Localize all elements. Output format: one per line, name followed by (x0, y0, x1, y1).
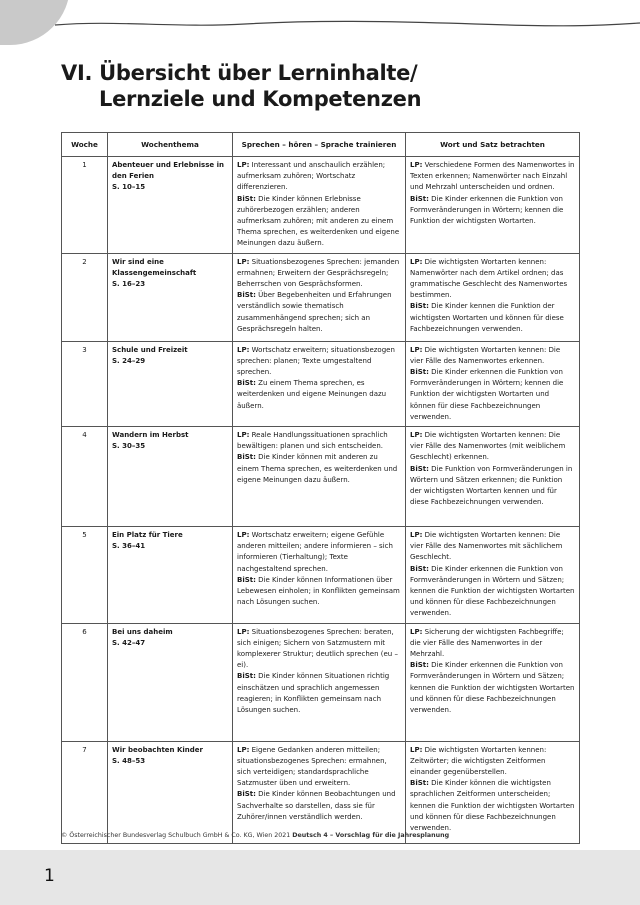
bist-text: Die Kinder können die wichtigsten sprachlichen Zeitformen unterscheiden; kennen die Funktion der wichtigsten Wortarten und können für diese Fachbezeichnungen verwenden. (410, 779, 575, 833)
table-row (62, 741, 580, 843)
page-title-line2: Lernziele und Kompetenzen (99, 87, 422, 111)
lp-label: LP: (237, 745, 250, 754)
page-title-line1: VI. Übersicht über Lerninhalte/ (61, 61, 418, 85)
word-sentence-cell (406, 253, 580, 341)
page-number: 1 (44, 866, 55, 886)
lp-text: Interessant und anschaulich erzählen; aufmerksam zuhören; Wortschatz differenzieren. (237, 161, 386, 192)
curriculum-table (61, 132, 580, 844)
bist-label: BiSt: (410, 368, 429, 377)
bist-label: BiSt: (410, 564, 429, 573)
week-cell (62, 341, 108, 426)
header-word-sentence: Wort und Satz betrachten (406, 133, 580, 157)
lp-text: Reale Handlungssituationen sprachlich bewältigen: planen und sich entscheiden. (237, 431, 388, 451)
word-sentence-cell (406, 341, 580, 426)
lp-text: Wortschatz erweitern; situationsbezogen sprechen: planen; Texte umgestaltend sprechen. (237, 345, 395, 377)
week-number: 6 (82, 627, 87, 636)
table-row (62, 623, 580, 741)
lp-label: LP: (410, 345, 423, 354)
week-cell (62, 427, 108, 527)
speaking-cell (233, 157, 406, 254)
theme-cell (108, 741, 233, 843)
bist-label: BiSt: (410, 779, 429, 788)
theme-pages: S. 42–47 (112, 638, 146, 647)
table-header-row (62, 133, 580, 157)
lp-label: LP: (237, 257, 250, 266)
theme-pages: S. 30–35 (112, 442, 146, 451)
lp-label: LP: (237, 345, 250, 354)
theme-title: Wandern im Herbst (112, 431, 189, 440)
theme-cell (108, 427, 233, 527)
week-number: 1 (82, 161, 87, 169)
bist-text: Über Begebenheiten und Erfahrungen verständlich sowie thematisch zusammenhängend sprechen; sich an Gesprächsregeln halten. (237, 291, 392, 333)
speaking-cell (233, 527, 406, 624)
lp-text: Die wichtigsten Wortarten kennen: Zeitwörter; die wichtigsten Zeitformen einander gegenüberstellen. (410, 745, 547, 777)
lp-label: LP: (410, 531, 423, 540)
theme-title: Abenteuer und Erlebnisse in den Ferien (112, 161, 224, 181)
week-cell (62, 741, 108, 843)
bist-text: Die Kinder erkennen die Funktion von Formveränderungen in Wörtern; kennen die Funktion der wichtigsten Wortarten und können für diese Fachbezeichnungen verwenden. (410, 368, 564, 421)
lp-text: Sicherung der wichtigsten Fachbegriffe; die vier Fälle des Namenwortes in der Mehrzahl. (410, 627, 564, 659)
bist-text: Die Kinder können mit anderen zu einem Thema sprechen, es weiterdenken und eigene Meinungen dazu äußern. (237, 453, 398, 484)
bottom-band (0, 850, 640, 905)
word-sentence-cell (406, 427, 580, 527)
theme-pages: S. 24–29 (112, 356, 146, 365)
theme-pages: S. 36–41 (112, 542, 146, 551)
week-cell (62, 527, 108, 624)
footer-copyright: © Österreichischer Bundesverlag Schulbuch GmbH & Co. KG, Wien 2021 (61, 832, 291, 839)
theme-title: Ein Platz für Tiere (112, 531, 183, 540)
lp-label: LP: (410, 627, 423, 636)
word-sentence-cell (406, 157, 580, 254)
lp-label: LP: (237, 627, 250, 636)
table-row (62, 427, 580, 527)
theme-cell (108, 253, 233, 341)
bist-label: BiSt: (237, 672, 256, 681)
lp-text: Verschiedene Formen des Namenwortes in Texten erkennen; Namenwörter nach Einzahl und Mehrzahl unterscheiden und ordnen. (410, 161, 575, 192)
theme-title: Wir beobachten Kinder (112, 745, 203, 754)
lp-text: Wortschatz erweitern; eigene Gefühle anderen mitteilen; andere informieren – sich informieren (Tierhaltung); Texte nachgestaltend sprechen. (237, 531, 393, 573)
theme-cell (108, 623, 233, 741)
lp-text: Die wichtigsten Wortarten kennen: Namenwörter nach dem Artikel ordnen; das grammatische Geschlecht des Namenwortes bestimmen. (410, 257, 568, 300)
speaking-cell (233, 741, 406, 843)
lp-text: Die wichtigsten Wortarten kennen: Die vier Fälle des Namenwortes erkennen. (410, 345, 561, 365)
bist-label: BiSt: (237, 291, 256, 300)
theme-cell (108, 341, 233, 426)
bist-text: Die Kinder können Erlebnisse zuhörerbezogen erzählen; anderen aufmerksam zuhören; mit anderen zu einem Thema sprechen, es weiterdenken und eigene Meinungen dazu äußern. (237, 194, 400, 248)
word-sentence-cell (406, 527, 580, 624)
bist-text: Die Kinder erkennen die Funktion von Formveränderungen in Wörtern und Sätzen; kennen die Funktion der wichtigsten Wortarten und können für diese Fachbezeichnungen verwenden. (410, 661, 575, 715)
theme-pages: S. 16–23 (112, 280, 146, 289)
bist-label: BiSt: (237, 575, 256, 584)
lp-label: LP: (410, 257, 423, 266)
bist-label: BiSt: (237, 194, 256, 203)
lp-text: Die wichtigsten Wortarten kennen: Die vier Fälle des Namenwortes (mit weiblichem Geschlecht) erkennen. (410, 431, 566, 462)
week-number: 2 (82, 257, 87, 266)
week-cell (62, 253, 108, 341)
lp-label: LP: (237, 161, 250, 169)
lp-text: Situationsbezogenes Sprechen: jemanden ermahnen; Erweitern der Gesprächsregeln; Beherrschen von Gesprächsformen. (237, 257, 400, 289)
week-number: 3 (82, 345, 87, 354)
bist-label: BiSt: (237, 790, 256, 799)
speaking-cell (233, 427, 406, 527)
table-row (62, 527, 580, 624)
week-cell (62, 157, 108, 254)
table-row (62, 341, 580, 426)
bist-text: Die Kinder erkennen die Funktion von Formveränderungen in Wörtern; kennen die Funktion der wichtigsten Wortarten. (410, 194, 564, 226)
speaking-cell (233, 623, 406, 741)
lp-label: LP: (237, 431, 250, 440)
theme-pages: S. 10–15 (112, 183, 146, 192)
word-sentence-cell (406, 623, 580, 741)
bist-label: BiSt: (410, 194, 429, 203)
theme-title: Schule und Freizeit (112, 345, 188, 354)
footer (61, 832, 449, 839)
theme-title: Bei uns daheim (112, 627, 173, 636)
theme-cell (108, 157, 233, 254)
bist-text: Die Kinder können Situationen richtig einschätzen und sprachlich angemessen reagieren; in Konflikten gemeinsam nach Lösungen suchen. (237, 672, 390, 715)
week-number: 4 (82, 431, 87, 440)
lp-label: LP: (410, 161, 423, 169)
speaking-cell (233, 341, 406, 426)
bist-label: BiSt: (410, 661, 429, 670)
bist-text: Die Kinder kennen die Funktion der wichtigsten Wortarten und können für diese Fachbezeichnungen verwenden. (410, 302, 564, 333)
bist-label: BiSt: (410, 464, 429, 473)
theme-title: Wir sind eine Klassengemeinschaft (112, 257, 197, 277)
bist-text: Die Kinder erkennen die Funktion von Formveränderungen in Wörtern und Sätzen; kennen die Funktion der wichtigsten Wortarten und können für diese Fachbezeichnungen verwenden. (410, 564, 575, 618)
bist-label: BiSt: (237, 453, 256, 462)
footer-book-title: Deutsch 4 – Vorschlag für die Jahresplanung (292, 832, 450, 839)
bist-text: Zu einem Thema sprechen, es weiterdenken und eigene Meinungen dazu äußern. (237, 379, 387, 410)
theme-cell (108, 527, 233, 624)
bist-text: Die Funktion von Formveränderungen in Wörtern und Sätzen erkennen; die Funktion der wichtigsten Wortarten kennen und für diese Fachbezeichnungen verwenden. (410, 464, 573, 507)
table-row (62, 253, 580, 341)
header-wave-line (55, 14, 640, 34)
lp-text: Eigene Gedanken anderen mitteilen; situationsbezogenes Sprechen: ermahnen, sich verteidigen; standardsprachliche Satzmuster üben und erweitern. (237, 745, 387, 788)
header-theme: Wochenthema (108, 133, 233, 157)
week-number: 7 (82, 745, 87, 754)
table-row (62, 157, 580, 254)
speaking-cell (233, 253, 406, 341)
bist-text: Die Kinder können Informationen über Lebewesen einholen; in Konflikten gemeinsam nach Lösungen suchen. (237, 575, 400, 607)
lp-label: LP: (237, 531, 250, 540)
bist-label: BiSt: (410, 302, 429, 311)
week-number: 5 (82, 531, 87, 540)
theme-pages: S. 48–53 (112, 756, 146, 765)
week-cell (62, 623, 108, 741)
header-week: Woche (62, 133, 108, 157)
bist-text: Die Kinder können Beobachtungen und Sachverhalte so darstellen, dass sie für Zuhörer/innen verständlich werden. (237, 790, 396, 821)
page-title (61, 60, 421, 112)
word-sentence-cell (406, 741, 580, 843)
lp-label: LP: (410, 431, 423, 440)
header-speaking: Sprechen – hören – Sprache trainieren (233, 133, 406, 157)
lp-label: LP: (410, 745, 423, 754)
bist-label: BiSt: (237, 379, 256, 388)
lp-text: Die wichtigsten Wortarten kennen: Die vier Fälle des Namenwortes mit sächlichem Geschlecht. (410, 531, 563, 562)
lp-text: Situationsbezogenes Sprechen: beraten, sich einigen; Sichern von Satzmustern mit komplexerer Struktur; deutlich sprechen (eu – ei). (237, 627, 398, 670)
